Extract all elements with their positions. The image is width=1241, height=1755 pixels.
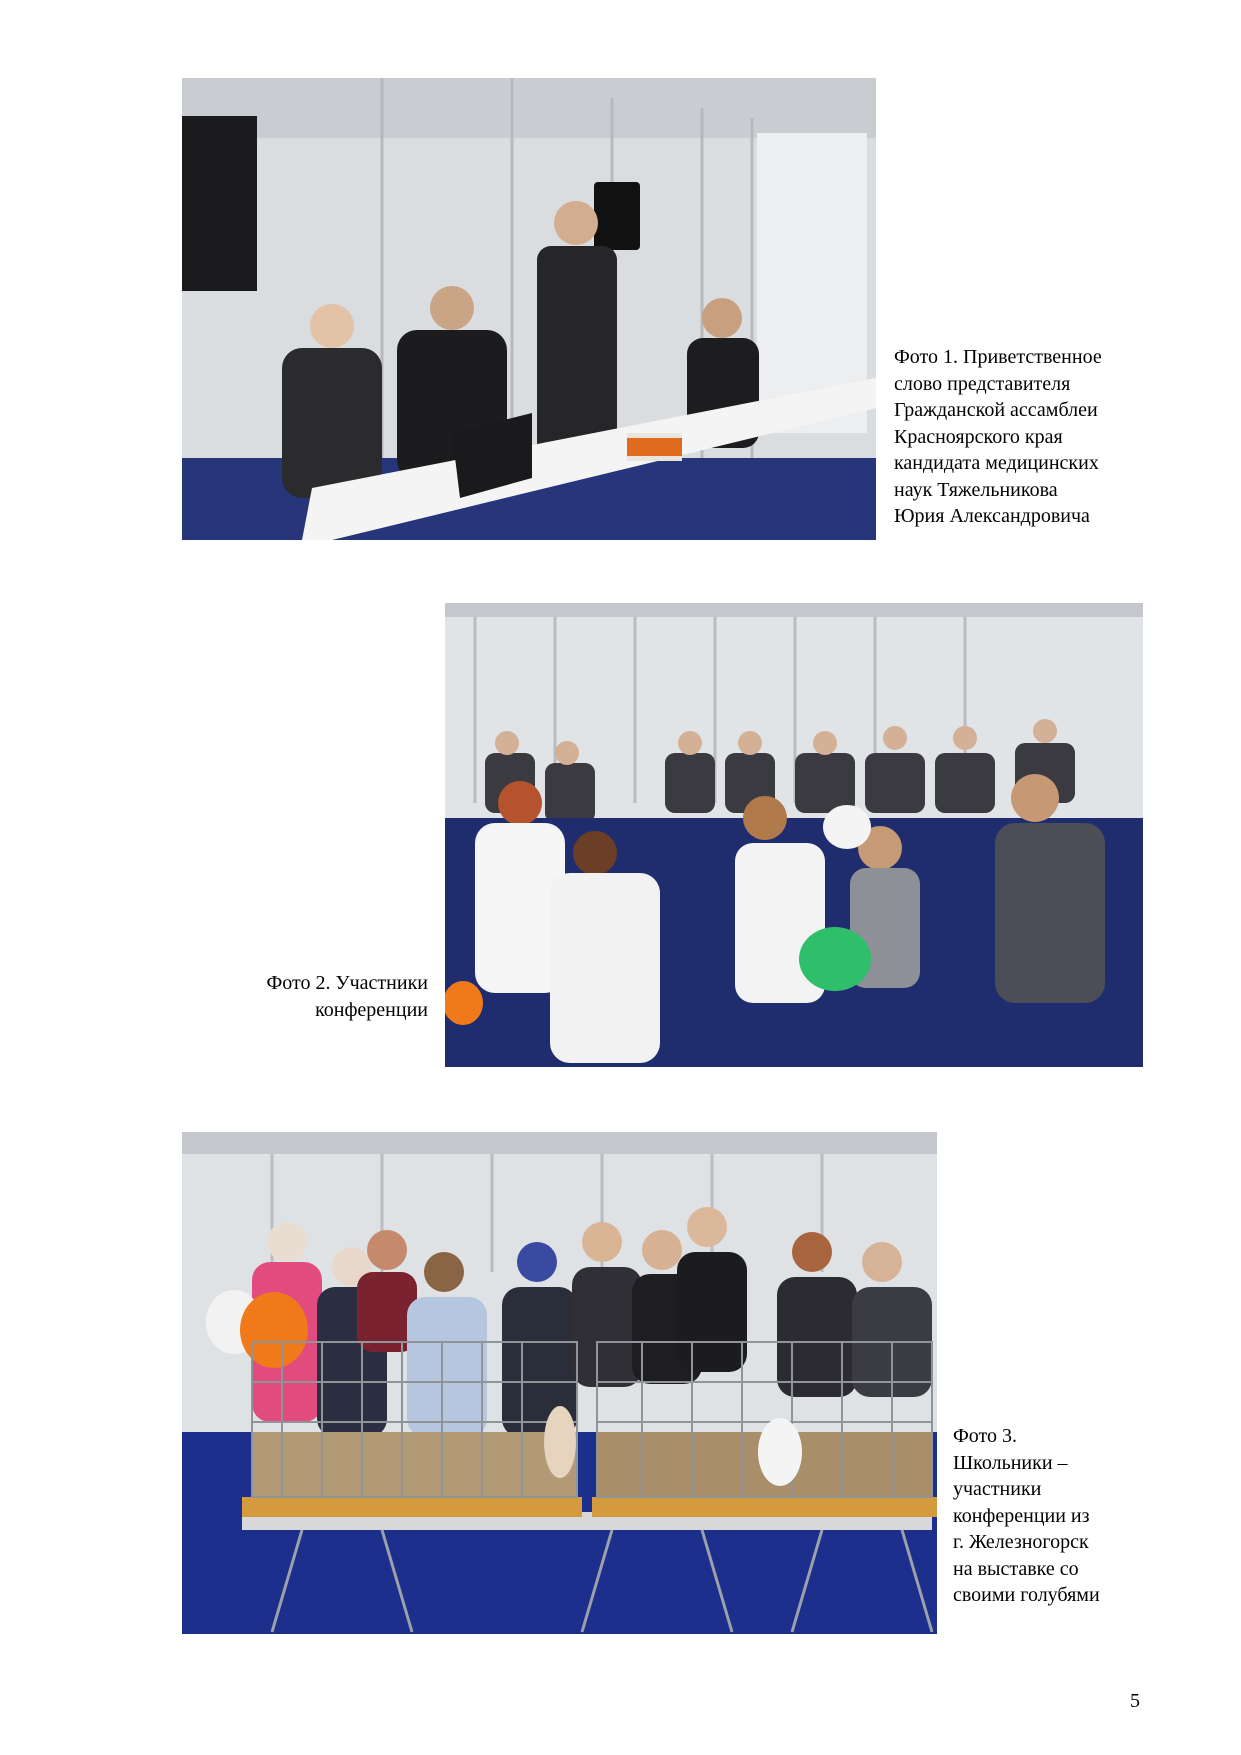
caption-line: Юрия Александровича (894, 505, 1090, 527)
caption-line: Фото 2. Участники (266, 972, 428, 994)
caption-line: г. Железногорск (953, 1531, 1089, 1553)
caption-line: конференции из (953, 1504, 1090, 1527)
page-number: 5 (1130, 1690, 1140, 1712)
caption-line: наук Тяжельникова (894, 478, 1058, 501)
caption-line: Красноярского края (894, 425, 1063, 448)
photo-speakers-table (182, 78, 876, 540)
caption-photo-1 (894, 344, 1102, 530)
photo-conference-audience (445, 603, 1143, 1067)
caption-photo-3 (953, 1423, 1100, 1609)
caption-line: участники (953, 1478, 1042, 1500)
caption-line: Фото 1. Приветственное (894, 346, 1102, 368)
photo-1-image (182, 78, 876, 540)
caption-line: своими голубями (953, 1584, 1100, 1606)
caption-photo-2 (228, 970, 428, 1023)
photo-schoolchildren-pigeons (182, 1132, 937, 1634)
caption-line: Школьники – (953, 1451, 1068, 1474)
photo-2-image (445, 603, 1143, 1067)
photo-3-image (182, 1132, 937, 1634)
caption-line: слово представителя (894, 372, 1071, 395)
caption-line: Фото 3. (953, 1425, 1018, 1447)
caption-line: на выставке со (953, 1557, 1079, 1580)
caption-line: кандидата медицинских (894, 452, 1099, 474)
caption-line: Гражданской ассамблеи (894, 399, 1098, 421)
caption-line: конференции (315, 998, 428, 1021)
